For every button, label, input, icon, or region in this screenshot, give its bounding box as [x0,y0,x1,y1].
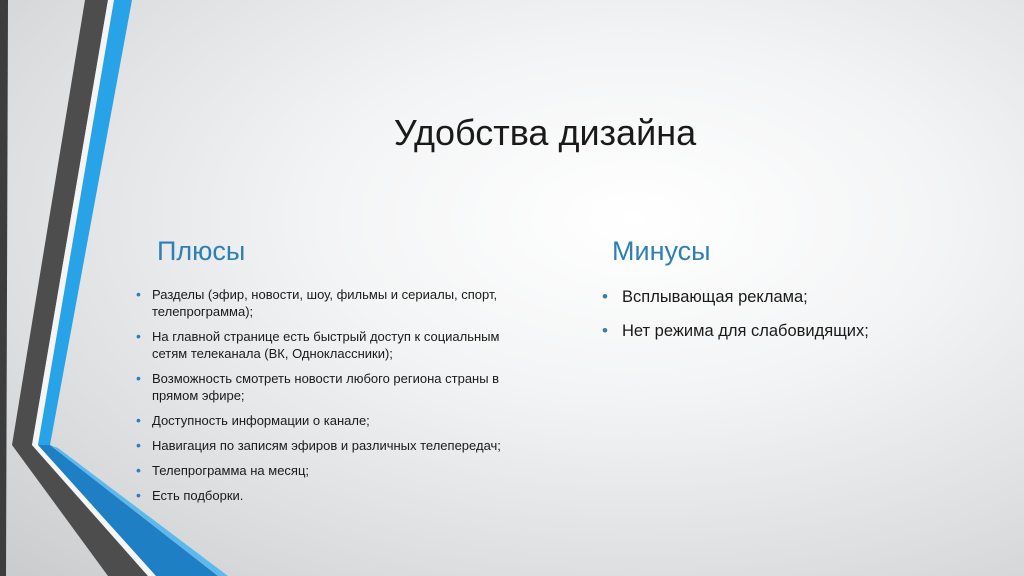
bullet-icon: • [136,462,141,478]
bullet-icon: • [136,487,141,503]
cons-list [600,286,930,354]
cons-heading: Минусы [612,236,711,266]
list-item [136,487,536,504]
bullet-icon: • [602,321,608,340]
list-item [600,286,930,308]
list-item-text: Возможность смотреть новости любого региона страны в прямом эфире; [152,371,500,403]
slide-title: Удобства дизайна [393,112,697,153]
list-item [136,412,536,429]
list-item-text: Всплывающая реклама; [622,288,808,306]
list-item [136,328,536,362]
bullet-icon: • [136,437,141,453]
list-item-text: Навигация по записям эфиров и различных телепередач; [152,438,501,453]
list-item [136,437,536,454]
pros-heading: Плюсы [157,236,246,266]
left-white-gap [32,0,114,445]
list-item [600,320,930,342]
bullet-icon: • [136,370,141,386]
list-item-text: На главной странице есть быстрый доступ к социальным сетям телеканала (ВК, Одноклассники); [152,329,500,361]
bullet-icon: • [602,287,608,306]
bullet-icon: • [136,328,141,344]
list-item [136,286,536,320]
list-item-text: Разделы (эфир, новости, шоу, фильмы и сериалы, спорт, телепрограмма); [152,287,498,319]
bullet-icon: • [136,412,141,428]
list-item [136,462,536,479]
list-item [136,370,536,404]
left-dark-stripe [0,0,8,576]
list-item-text: Нет режима для слабовидящих; [622,322,869,340]
list-item-text: Телепрограмма на месяц; [152,463,310,478]
pros-list [136,286,536,512]
list-item-text: Доступность информации о канале; [152,413,370,428]
list-item-text: Есть подборки. [152,488,244,503]
bullet-icon: • [136,286,141,302]
